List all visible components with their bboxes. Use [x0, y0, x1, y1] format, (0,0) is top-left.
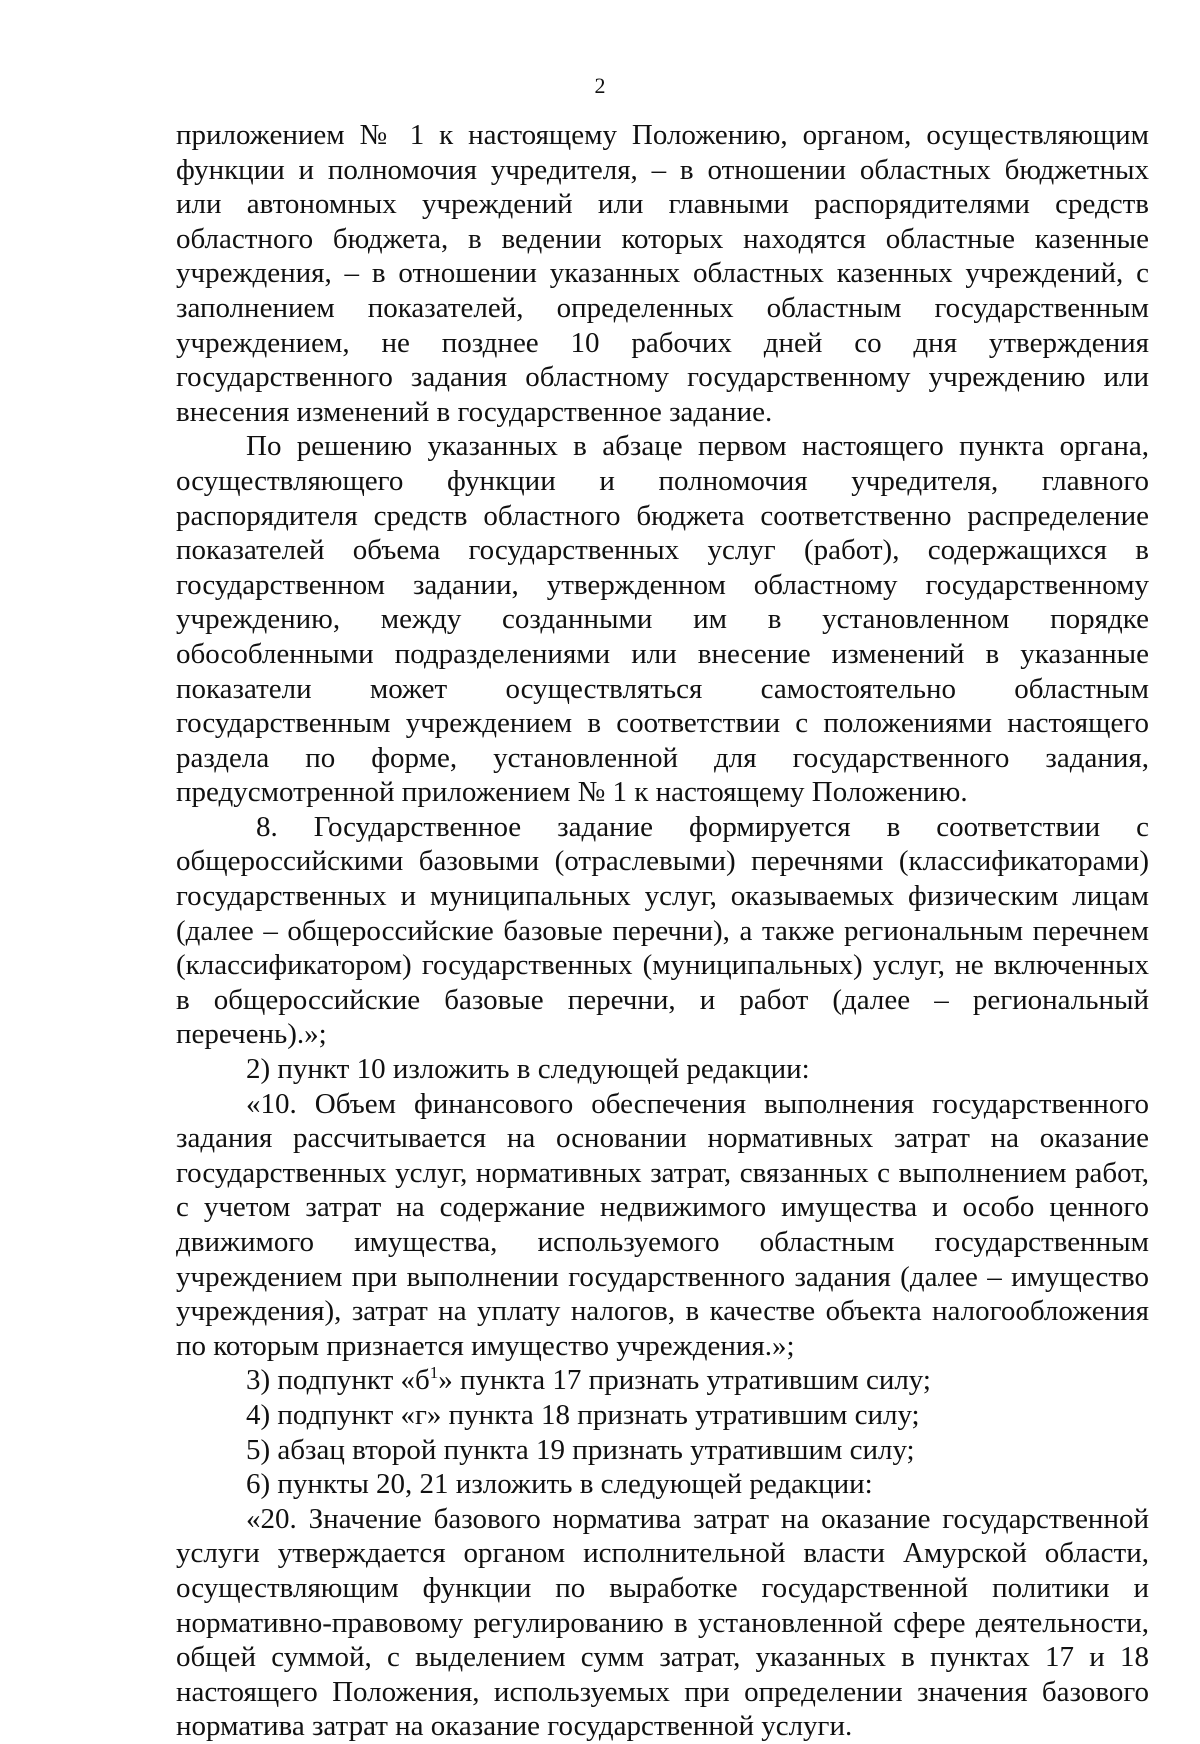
paragraph-item-10: «10. Объем финансового обеспечения выполнения государственного задания рассчитывается на основании нормативных затрат на оказание государственных услуг, нормативных затрат, связанных с выполнением работ, с учетом затрат на содержание недвижимого имущества и особо ценного движимого имущества, используемого областным государственным учреждением при выполнении государственного задания (далее – имущество учреждения), затрат на уплату налогов, в качестве объекта налогообложения по которым признается имущество учреждения.»; [176, 1087, 1149, 1362]
paragraph-item-20: «20. Значение базового норматива затрат на оказание государственной услуги утверждается органом исполнительной власти Амурской области, осуществляющим функции по выработке государственной политики и нормативно-правовому регулированию в установленной сфере деятельности, общей суммой, с выделением сумм затрат, указанных в пунктах 17 и 18 настоящего Положения, используемых при определении значения базового норматива затрат на оказание государственной услуги. [176, 1502, 1149, 1743]
paragraph-item-8: 8. Государственное задание формируется в соответствии с общероссийскими базовыми (отраслевыми) перечнями (классификаторами) государственных и муниципальных услуг, оказываемых физическим лицам (далее – общероссийские базовые перечни), а также региональным перечнем (классификатором) государственных (муниципальных) услуг, не включенных в общероссийские базовые перечни, и работ (далее – региональный перечень).»; [176, 810, 1149, 1051]
paragraph-amendment-4: 4) подпункт «г» пункта 18 признать утратившим силу; [246, 1398, 920, 1431]
paragraph-amendment-2: 2) пункт 10 изложить в следующей редакции: [246, 1053, 810, 1086]
page-number: 2 [594, 73, 606, 98]
superscript-index: 1 [429, 1363, 439, 1383]
paragraph-amendment-5: 5) абзац второй пункта 19 признать утратившим силу; [246, 1433, 915, 1466]
paragraph-amendment-3 [176, 1363, 1149, 1398]
document-body [176, 118, 1149, 1744]
paragraph-amendment-6: 6) пункты 20, 21 изложить в следующей редакции: [246, 1468, 873, 1501]
paragraph-distribution: По решению указанных в абзаце первом настоящего пункта органа, осуществляющего функции и полномочия учредителя, главного распорядителя средств областного бюджета соответственно распределение показателей объема государственных услуг (работ), содержащихся в государственном задании, утвержденном областному государственному учреждению, между созданными им в установленном порядке обособленными подразделениями или внесение изменений в указанные показатели может осуществляться самостоятельно областным государственным учреждением в соответствии с положениями настоящего раздела по форме, установленной для государственного задания, предусмотренной приложением № 1 к настоящему Положению. [176, 430, 1149, 809]
paragraph-continuation: приложением № 1 к настоящему Положению, органом, осуществляющим функции и полномочия учредителя, – в отношении областных бюджетных или автономных учреждений или главными распорядителями средств областного бюджета, в ведении которых находятся областные казенные учреждения, – в отношении указанных областных казенных учреждений, с заполнением показателей, определенных областным государственным учреждением, не позднее 10 рабочих дней со дня утверждения государственного задания областному государственному учреждению или внесения изменений в государственное задание. [176, 119, 1149, 428]
amendment-3-text-end: » пункта 17 признать утратившим силу; [438, 1364, 931, 1397]
amendment-3-text-start: 3) подпункт «б [246, 1364, 430, 1397]
